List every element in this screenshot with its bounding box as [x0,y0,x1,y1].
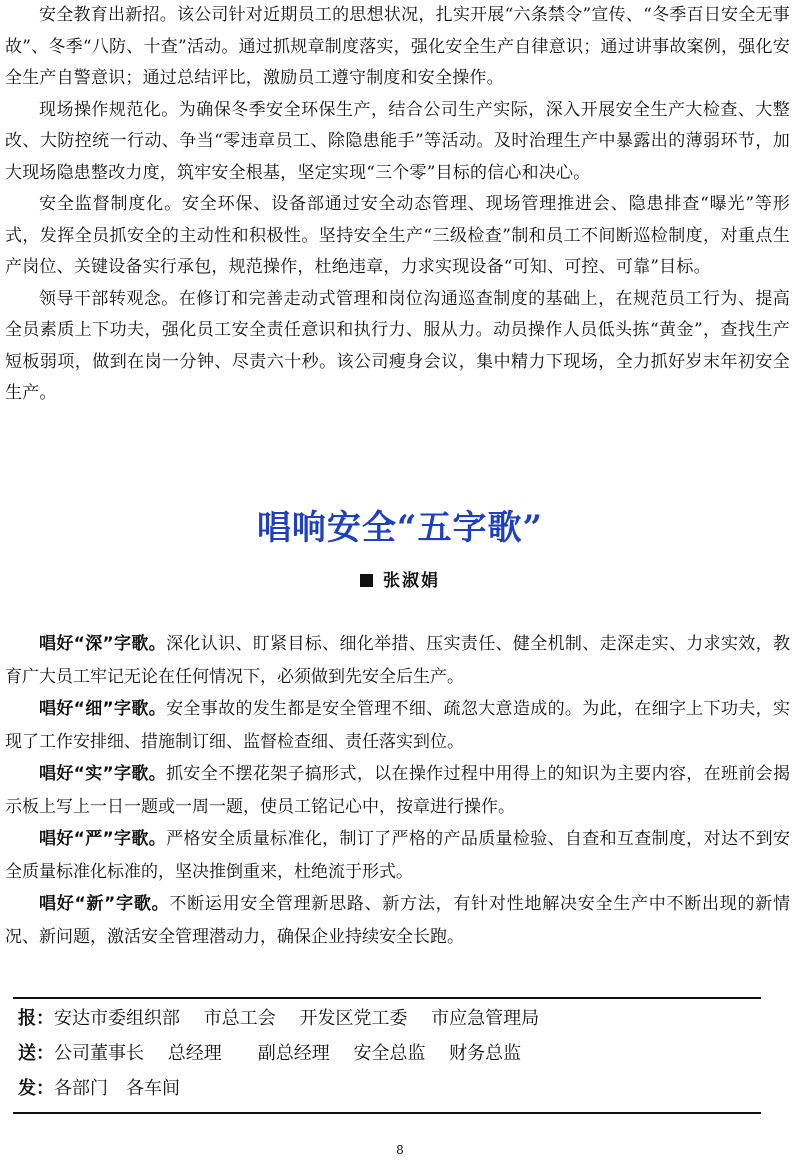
section-body: 深化认识、盯紧目标、细化举措、压实责任、健全机制、走深走实、力求实效，教育广大员工牢记无论在任何情况下，必须做到先安全后生产。 [5,634,790,687]
section-lead: 唱好“实”字歌。 [39,764,167,784]
distribution-label: 发： [18,1078,54,1099]
section-body: 安全事故的发生都是安全管理不细、疏忽大意造成的。为此，在细字上下功夫，实现了工作安排细、措施制订细、监督检查细、责任落实到位。 [5,699,790,752]
song-section-new [5,888,790,953]
song-section-strict [5,823,790,888]
section-lead: 唱好“新”字歌。 [39,894,170,914]
page-number: 8 [396,1143,404,1157]
paragraph-safety-education: 安全教育出新招。该公司针对近期员工的思想状况，扎实开展“六条禁令”宣传、“冬季百日安全无事故”、冬季“八防、十查”活动。通过抓规章制度落实，强化安全生产自律意识；通过讲事故案例，强化安全生产自警意识；通过总结评比，激励员工遵守制度和安全操作。 [5,5,790,88]
section-body: 严格安全质量标准化，制订了严格的产品质量检验、自查和互查制度，对达不到安全质量标准化标准的，坚决推倒重来，杜绝流于形式。 [5,829,790,882]
top-article-body [5,0,790,410]
distribution-recipients: 公司董事长 总经理 副总经理 安全总监 财务总监 [54,1043,522,1064]
distribution-issue-to [18,1071,758,1106]
paragraph-site-operation: 现场操作规范化。为确保冬季安全环保生产，结合公司生产实际，深入开展安全生产大检查、大整改、大防控统一行动、争当“零违章员工、除隐患能手”等活动。及时治理生产中暴露出的薄弱环节，加大现场隐患整改力度，筑牢安全根基，坚定实现“三个零”目标的信心和决心。 [5,99,790,183]
song-section-detail [5,693,790,758]
paragraph-leadership-mindset: 领导干部转观念。在修订和完善走动式管理和岗位沟通巡查制度的基础上，在规范员工行为、提高全员素质上下功夫，强化员工安全责任意识和执行力、服从力。动员操作人员低头拣“黄金”，查找生产短板弱项，做到在岗一分钟、尽责六十秒。该公司瘦身会议，集中精力下现场，全力抓好岁末年初安全生产。 [5,288,790,403]
distribution-send-to [18,1036,758,1071]
section-lead: 唱好“严”字歌。 [39,829,167,849]
author-name: 张淑娟 [383,571,440,591]
byline [0,566,800,591]
article-title: 唱响安全“五字歌” [256,508,544,548]
song-section-deep [5,628,790,693]
song-section-practical [5,758,790,823]
distribution-report-to [18,1001,758,1036]
distribution-bottom-divider [13,1112,761,1114]
section-body: 不断运用安全管理新思路、新方法，有针对性地解决安全生产中不断出现的新情况、新问题，激活安全管理潜动力，确保企业持续安全长跑。 [5,894,790,947]
section-lead: 唱好“深”字歌。 [39,634,167,654]
distribution-label: 报： [18,1008,54,1029]
distribution-recipients: 安达市委组织部 市总工会 开发区党工委 市应急管理局 [54,1008,540,1029]
distribution-list [18,1001,758,1106]
section-lead: 唱好“细”字歌。 [39,699,167,719]
five-songs-body [5,628,790,953]
section-body: 抓安全不摆花架子搞形式，以在操作过程中用得上的知识为主要内容，在班前会揭示板上写上一日一题或一周一题，使员工铭记心中，按章进行操作。 [5,764,790,817]
distribution-recipients: 各部门 各车间 [54,1078,180,1099]
distribution-top-divider [13,997,761,999]
distribution-label: 送： [18,1043,54,1064]
paragraph-safety-supervision: 安全监督制度化。安全环保、设备部通过安全动态管理、现场管理推进会、隐患排查“曝光”等形式，发挥全员抓安全的主动性和积极性。坚持安全生产“三级检查”制和员工不间断巡检制度，对重点生产岗位、关键设备实行承包，规范操作，杜绝违章，力求实现设备“可知、可控、可靠”目标。 [5,194,790,277]
square-bullet-icon [360,574,373,587]
